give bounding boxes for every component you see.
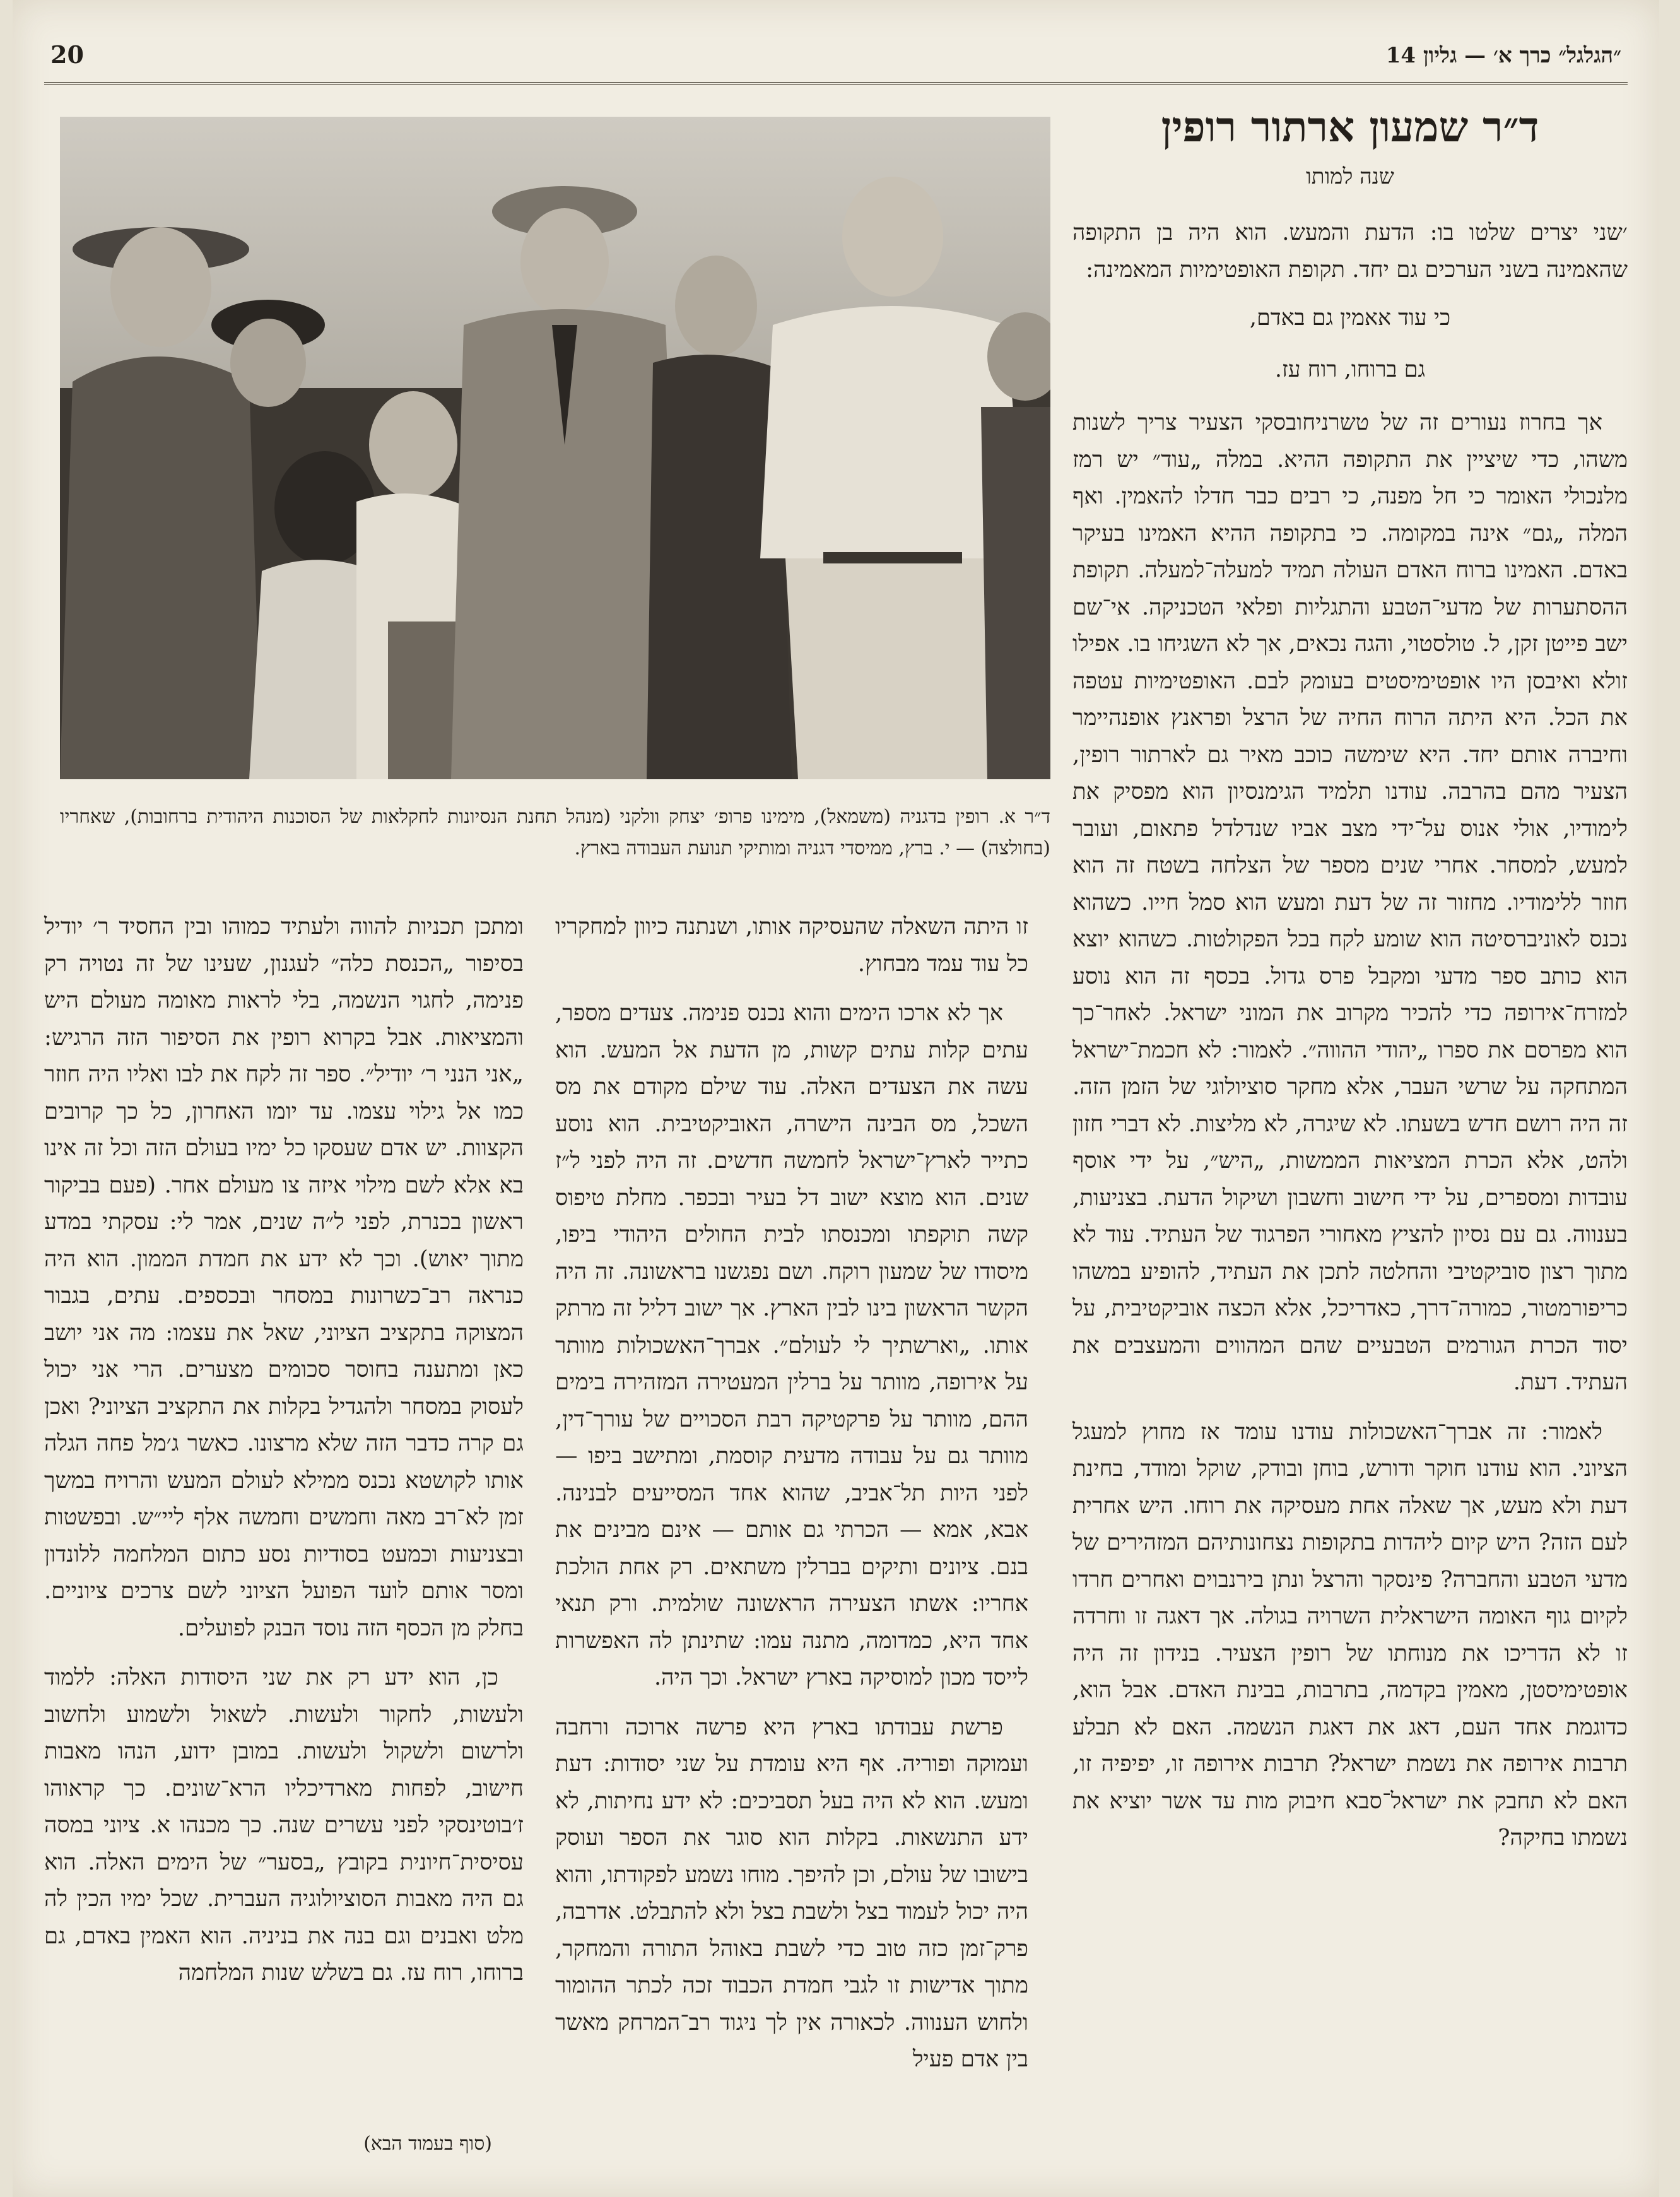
paragraph: פרשת עבודתו בארץ היא פרשה ארוכה ורחבה ועמוקה ופוריה. אף היא עומדת על שני יסודות: דעת ומעש. הוא לא היה בעל תסביכים: לא ידע נחיתות, לא ידע התנשאות. בקלות הוא סוגר את הספר ועוסק בישובו של עולם, וכן להיפך. מוחו נשמע לפקודתו, והוא היה יכול לעמוד בצל ולשבת בצל ולא להתבלט. אדרבה, פרק־זמן כזה טוב כדי לשבת באוהל התורה והמחקר, מתוך אדישות זו לגבי חמדת הכבוד זכה לכתר ההומור ולחוש הענווה. לכאורה אין לך ניגוד רב־המרחק מאשר בין אדם פעיל	[555, 1714, 1028, 2072]
poem-line: גם ברוחו, רוח עז.	[1274, 357, 1426, 382]
group-photo-image	[60, 117, 1050, 779]
issue-line: ״הגלגל״ כרך א׳ — גליון 14	[1385, 43, 1621, 68]
text-column-right	[1072, 215, 1628, 1870]
photo-caption: ד״ר א. רופין בדגניה (משמאל), מימינו פרופ׳ יצחק וולקני (מנהל תחנת הנסיונות לחקלאות של הסוכנות היהודית ברחובות), שאחריו (בחולצה) — י. ברץ, ממיסדי דגניה ומותיקי תנועת העבודה בארץ.	[60, 806, 1050, 859]
magazine-page	[13, 0, 1659, 2197]
running-head	[44, 38, 1628, 85]
paragraph: לאמור: זה אברך־האשכולות עודנו עומד אז מחוץ למעגל הציוני. הוא עודנו חוקר ודורש, בוחן ובודק, שוקל ומודד, בחינת דעת ולא מעש, אך שאלה אחת מעסיקה את רוחו. היש אחרית לעם הזה? היש קיום ליהדות בתקופות נצחונותיהם המזהירים של מדעי הטבע והחברה? פינסקר והרצל ונתן בירנבוים ואחרים חרדו לקיום גוף האומה הישראלית השרויה בגולה. אך דאגה זו וחרדה זו לא הדריכו את מנוחתו של רופין הצעיר. בנידון זה היה אופטימיסטן, מאמין בקדמה, בתרבות, בבינת האדם. אבל הוא, כדוגמת אחד העם, דאג את דאגת הנשמה. האם לא תבלע תרבות אירופה את נשמת ישראל? תרבות אירופה זו, יפיפיה זו, האם לא תחבק את ישראל־סבא חיבוק מות עד אשר יוציא את נשמתו בחיקה?	[1072, 1418, 1628, 1851]
paragraph: אך לא ארכו הימים והוא נכנס פנימה. צעדים מספר, עתים קלות עתים קשות, מן הדעת אל המעש. הוא עשה את הצעדים האלה. עוד שילם מקודם את מס השכל, מס הבינה הישרה, האוביקטיבית. הוא נוסע כתייר לארץ־ישראל לחמשה חדשים. זה היה לפני ל״ז שנים. הוא מוצא ישוב דל בעיר ובכפר. מחלת טיפוס קשה תוקפתו ומכנסתו לבית החולים היהודי ביפו, מיסודו של שמעון רוקח. ושם נפגשנו בראשונה. זה היה הקשר הראשון בינו לבין הארץ. אך ישוב דליל זה מרתק אותו. „וארשתיך לי לעולם״. אברך־האשכולות מוותר על אירופה, מוותר על ברלין המעטירה המזהירה בימים ההם, מוותר על פרקטיקה רבת הסכויים של עורך־דין, מוותר גם על עבודה מדעית קוסמת, ומתישב ביפו — לפני היות תל־אביב, שהוא אחד המסייעים לבנינה. אבא, אמא — הכרתי גם אותם — אינם מבינים את בנם. ציונים ותיקים בברלין משתאים. רק אחת הולכת אחריו: אשתו הצעירה הראשונה שולמית. ורק תנאי אחד היא, כמדומה, מתנה עמו: שתינתן לה האפשרות לייסד מכון למוסיקה בארץ ישראל. וכך היה.	[555, 1000, 1028, 1690]
text-column-middle	[555, 909, 1028, 2091]
paragraph: ׳שני יצרים שלטו בו: הדעת והמעש. הוא היה בן התקופה שהאמינה בשני הערכים גם יחד. תקופת האופטימיות המאמינה:	[1072, 220, 1628, 283]
article-title: ד״ר שמעון ארתור רופין	[1161, 102, 1539, 151]
poem-line: כי עוד אאמין גם באדם,	[1249, 305, 1451, 331]
article-subtitle: שנה למותו	[1306, 163, 1394, 189]
paragraph: ומתכן תכניות להווה ולעתיד כמוהו ובין החסיד ר׳ יודיל בסיפור „הכנסת כלה״ לעגנון, שעינו של זה נטויה רק פנימה, לחגוי הנשמה, בלי לראות מאומה מעולם היש והמציאות. אבל בקרוא רופין את הסיפור הזה הרגיש: „אני הנני ר׳ יודיל״. ספר זה לקח את לבו ואליו היה חוזר כמו אל גילוי עצמו. עד יומו האחרון, כל כך קרובים הקצוות. יש אדם שעסקו כל ימיו בעולם הזה וכל זה אינו בא אלא לשם מילוי איזה צו מעולם אחר. (פעם בביקור ראשון בכנרת, לפני ל״ה שנים, אמר לי: עסקתי במדע מתוך יאוש). וכך לא ידע את חמדת הממון. הוא היה כנראה רב־כשרונות במסחר ובכספים. עתים, בגבור המצוקה בתקציב הציוני, שאל את עצמו: מה אני יושב כאן ומתענה בחוסר סכומים מצערים. הרי אני יכול לעסוק במסחר ולהגדיל בקלות את התקציב הציוני? ואכן גם קרה כדבר הזה שלא מרצונו. כאשר ג׳מל פחה הגלה אותו לקושטא נכנס ממילא לעולם המעש והרויח במשך זמן לא־רב מאה וחמשים וחמשה אלף ליי״ש. ובפשטות ובצניעות וכמעט בסודיות נסע כתום המלחמה ללונדון ומסר אותם לועד הפועל הציוני לשם צרכים ציוניים. בחלק מן הכסף הזה נוסד הבנק לפועלים.	[44, 914, 524, 1641]
paragraph: כן, הוא ידע רק את שני היסודות האלה: ללמוד ולעשות, לחקור ולעשות. לשאול ולשמוע ולחשוב ולרשום ולשקול ולעשות. במובן ידוע, הנהו מאבות חישוב, לפחות מארדיכליו הרא־שונים. כך קראוהו ז׳בוטינסקי לפני עשרים שנה. כך מכנהו א. ציוני במסה עסיסית־חיונית בקובץ „בסער״ של הימים האלה. הוא גם היה מאבות הסוציולוגיה העברית. שכל ימיו הכין לה מלט ואבנים וגם בנה את בניניה. הוא האמין באדם, גם ברוחו, רוח עז. גם בשלש שנות המלחמה	[44, 1664, 524, 1986]
continued-note: (סוף בעמוד הבא)	[363, 2133, 492, 2155]
page-number: 20	[50, 40, 84, 69]
article-photo	[60, 117, 1050, 779]
article-head	[1072, 104, 1628, 189]
paragraph: זו היתה השאלה שהעסיקה אותו, ושנתנה כיוון למחקריו כל עוד עמד מבחוץ.	[555, 914, 1028, 977]
paragraph: אך בחרוז נעורים זה של טשרניחובסקי הצעיר צריך לשנות משהו, כדי שיציין את התקופה ההיא. במלה „עוד״ יש רמז מלנכולי האומר כי חל מפנה, כי רבים כבר חדלו להאמין. ואף המלה „גם״ אינה במקומה. כי בתקופה ההיא האמינו בעיקר באדם. האמינו ברוח האדם העולה תמיד למעלה־למעלה. תקופת ההסתערות של מדעי־הטבע והתגליות ופלאי הטכניקה. אי־שם ישב פייטן זקן, ל. טולסטוי, והגה נכאים, אך לא השגיחו בו. אפילו זולא ואיבסן היו אופטימיסטים בעומק לבם. האופטימיות עטפה את הכל. היא היתה הרוח החיה של הרצל ופראנץ אופנהיימר וחיברה אותם יחד. היא שימשה כוכב מאיר גם לארתור רופין, הצעיר מהם בהרבה. עודנו תלמיד הגימנסיון הוא מפסיק את לימודיו, אולי אנוס על־ידי מצב אביו שנדלדל פתאום, ועובר למעש, למסחר. אחרי שנים מספר של הצלחה בשטח זה הוא חוזר ללימודיו. מחזור זה של דעת ומעש הוא סמל חייו. כשהוא נכנס לאוניברסיטה הוא שומע לקח בכל הפקולטות. כשהוא יוצא הוא כותב ספר מדעי ומקבל פרס גדול. בכסף זה הוא נוסע למזרח־אירופה כדי להכיר מקרוב את המוני ישראל. לאחר־כך הוא מפרסם את ספרו „יהודי ההווה״. לאמור: לא חכמת־ישראל המתחקה על שרשי העבר, אלא מחקר סוציולוגי של הזמן הזה. זה היה רושם חדש בשעתו. לא שיגרה, לא מליצות. לא דברי חזון ולהט, אלא הכרת המציאות הממשות, „היש״, על ידי אוסף עובדות ומספרים, על ידי חישוב וחשבון ושיקול הדעת. בצניעות, בענווה. גם עם נסיון להציץ מאחורי הפרגוד של העתיד. עוד לא מתוך רצון סוביקטיבי והחלטה לתכן את העתיד, להופיע במשהו כריפורמטור, כמורה־דרך, כאדריכל, אלא הכצה אוביקטיבית, על יסוד הכרת הגורמים הטבעיים שהם המהווים והמעצבים את העתיד. דעת.	[1072, 409, 1628, 1395]
text-column-left	[44, 909, 524, 2005]
